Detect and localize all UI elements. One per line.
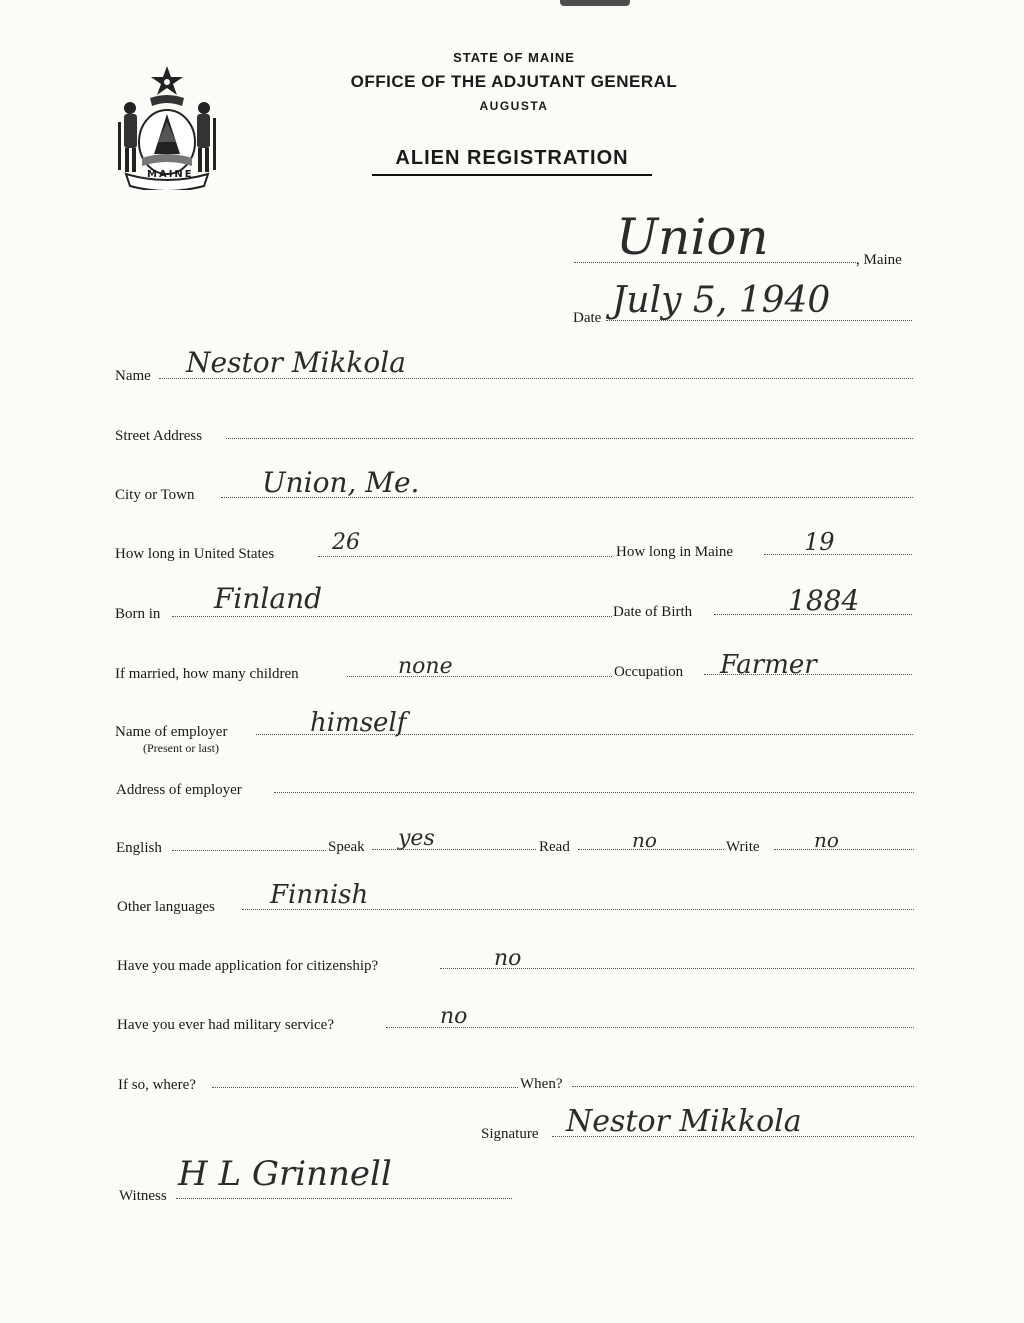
employer-sublabel: (Present or last): [143, 741, 219, 755]
witness-line: [176, 1198, 512, 1199]
speak-label: Speak: [328, 839, 365, 855]
employer-address-line: [274, 792, 914, 793]
scan-mark: [560, 0, 630, 6]
other-languages-value: Finnish: [270, 880, 369, 910]
speak-value: yes: [398, 826, 435, 851]
date-value: July 5, 1940: [612, 280, 831, 321]
dob-value: 1884: [788, 584, 860, 617]
witness-value: H L Grinnell: [178, 1154, 392, 1194]
occupation-label: Occupation: [614, 664, 684, 680]
speak-line: [372, 849, 536, 850]
form-title: ALIEN REGISTRATION: [372, 147, 652, 176]
english-label: English: [116, 840, 162, 856]
born-value: Finland: [214, 582, 323, 615]
name-label: Name: [115, 368, 151, 384]
how-long-maine-value: 19: [804, 528, 835, 556]
other-languages-label: Other languages: [117, 899, 215, 915]
military-label: Have you ever had military service?: [117, 1017, 334, 1033]
employer-value: himself: [310, 708, 407, 738]
street-line: [226, 438, 913, 439]
where-label: If so, where?: [118, 1077, 196, 1093]
read-value: no: [632, 828, 657, 852]
town-suffix: , Maine: [856, 252, 902, 268]
signature-value: Nestor Mikkola: [566, 1104, 802, 1139]
city-heading: AUGUSTA: [479, 99, 549, 113]
citizenship-label: Have you made application for citizenship?: [117, 958, 379, 974]
city-value: Union, Me.: [262, 466, 420, 499]
street-label: Street Address: [115, 428, 203, 444]
employer-label: Name of employer: [115, 724, 228, 740]
how-long-us-value: 26: [332, 530, 360, 555]
where-line: [212, 1087, 518, 1088]
when-line: [572, 1086, 914, 1087]
military-value: no: [440, 1004, 468, 1029]
witness-label: Witness: [119, 1188, 167, 1204]
english-line: [172, 850, 326, 851]
date-label: Date: [573, 310, 602, 326]
children-label: If married, how many children: [115, 666, 299, 682]
how-long-us-label: How long in United States: [115, 546, 275, 562]
town-value: Union: [616, 208, 769, 266]
when-label: When?: [520, 1076, 563, 1092]
children-line: [347, 676, 612, 677]
children-value: none: [398, 654, 453, 679]
employer-address-label: Address of employer: [116, 782, 242, 798]
city-label: City or Town: [115, 487, 195, 503]
seal-banner-text: MAINE: [147, 169, 194, 180]
write-label: Write: [726, 839, 760, 855]
how-long-maine-line: [764, 554, 912, 555]
name-value: Nestor Mikkola: [186, 346, 406, 379]
dob-label: Date of Birth: [613, 604, 693, 620]
citizenship-value: no: [494, 946, 522, 971]
born-label: Born in: [115, 606, 161, 622]
office-heading: OFFICE OF THE ADJUTANT GENERAL: [350, 72, 678, 91]
born-line: [172, 616, 612, 617]
write-line: [774, 849, 914, 850]
signature-label: Signature: [481, 1126, 539, 1142]
occupation-value: Farmer: [720, 650, 817, 680]
read-label: Read: [539, 839, 570, 855]
how-long-maine-label: How long in Maine: [616, 544, 734, 560]
how-long-us-line: [318, 556, 612, 557]
state-heading: STATE OF MAINE: [453, 50, 575, 65]
write-value: no: [814, 828, 839, 852]
